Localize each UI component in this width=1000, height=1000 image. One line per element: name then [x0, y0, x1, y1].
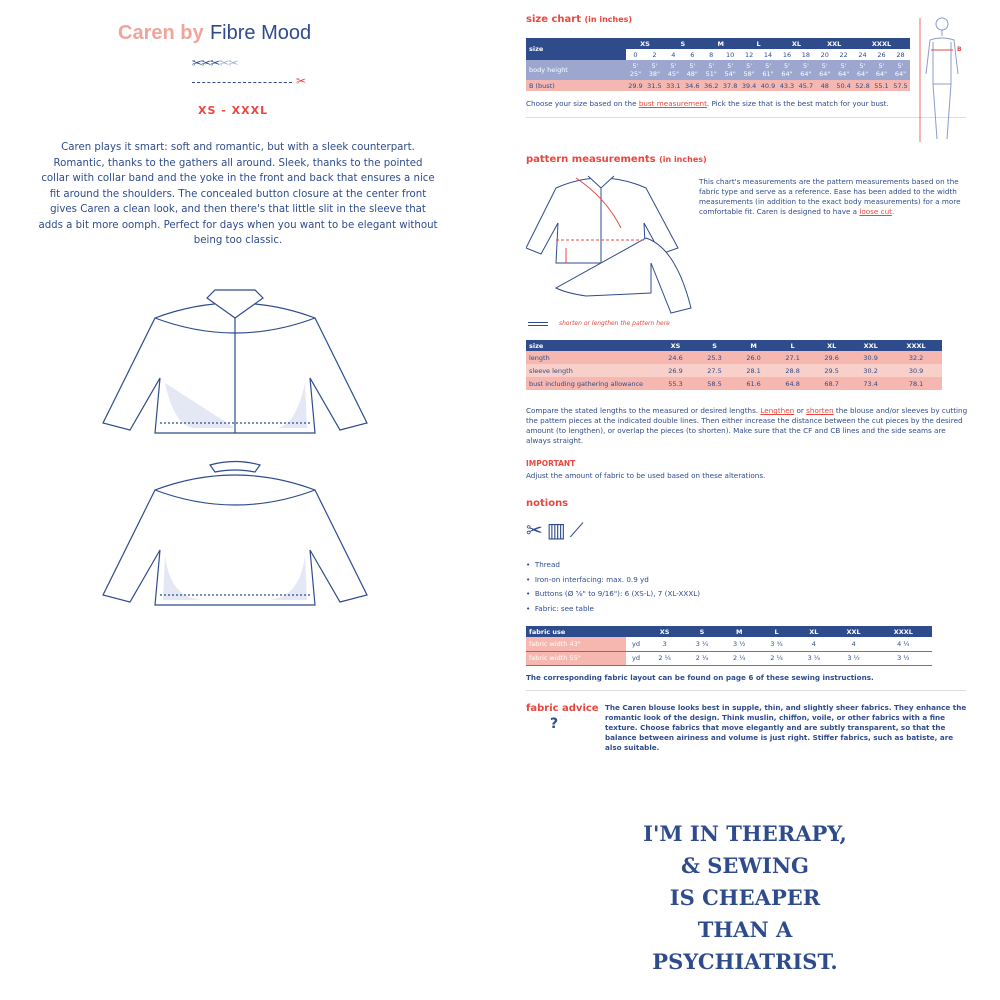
num-cell: 20	[820, 50, 829, 59]
bust-cell: 50.4	[836, 81, 851, 90]
size-chart-table	[526, 38, 910, 91]
length-cell: 27.1	[785, 353, 800, 362]
fabric-col-header: XXXL	[893, 627, 913, 636]
length-cell: 25.3	[707, 353, 722, 362]
height-cell: 5' 64"	[837, 62, 850, 78]
size-chart-title	[526, 14, 632, 25]
fabric-cell: 3 ½	[732, 639, 746, 648]
fabric-advice-text: The Caren blouse looks best in supple, thin, and slightly sheer fabrics. They enhance the romantic look of the design. Think muslin, chiffon, voile, or other fabrics with a fine texture. Choose fabrics that move elegantly and are subtly transparent, so that the balance between airiness and volume is just right. Stiffer fabrics, such as batiste, are also suitable.	[605, 703, 967, 752]
quote-line: IS CHEAPER	[669, 885, 821, 910]
fabric-use-header: fabric use	[529, 627, 566, 636]
group-m: M	[717, 39, 724, 48]
body-height-label: body height	[529, 66, 568, 74]
fabric-cell: 4	[851, 639, 856, 648]
notions-list	[526, 558, 700, 616]
divider	[526, 117, 966, 118]
brand-name: Fibre Mood	[209, 22, 312, 44]
compare-or: or	[796, 406, 804, 415]
fabric-table-note: The corresponding fabric layout can be found on page 6 of these sewing instructions.	[526, 673, 874, 682]
notion-buttons: Buttons (Ø ⅝" to 9/16"): 6 (XS-L), 7 (XL-XXXL)	[534, 589, 701, 598]
group-xl: XL	[791, 39, 802, 48]
bust-cell: 43.3	[779, 81, 795, 90]
height-cell: 5' 25"	[629, 62, 642, 78]
notions-icons	[526, 518, 588, 542]
fabric-43-label: fabric width 43"	[526, 637, 626, 651]
group-xs: XS	[640, 39, 650, 48]
notion-thread: Thread	[534, 560, 560, 569]
bust-g-cell: 58.5	[707, 379, 722, 388]
bust-label: B (bust)	[529, 81, 555, 90]
pattern-heading: pattern measurements	[526, 154, 656, 165]
bust-cell: 29.9	[628, 81, 643, 90]
unit-cell: yd	[632, 654, 640, 662]
scissors-tool-icon: ✂	[526, 518, 547, 542]
fabric-cell: 2 ¼	[732, 654, 746, 662]
compare-post: the blouse and/or sleeves by cutting the pattern pieces at the indicated double lines. Then either increase the distance between the cut pieces by the desired amount (to lengthen), or overlap the pieces (to shorten). Make sure that the CF and CB lines and the side seams are always straight.	[526, 406, 968, 445]
notions-title: notions	[526, 498, 569, 509]
height-cell: 5' 64"	[856, 62, 869, 78]
unit-cell: yd	[632, 639, 640, 648]
bust-cell: 31.5	[647, 81, 662, 90]
length-cell: 30.9	[863, 353, 878, 362]
fabric-col-header: L	[774, 627, 779, 636]
pattern-desc-post: .	[891, 207, 895, 216]
height-cell: 5' 58"	[743, 62, 755, 78]
bust-g-cell: 68.7	[824, 379, 839, 388]
height-cell: 5' 38"	[648, 62, 661, 78]
bust-g-cell: 78.1	[908, 379, 924, 388]
bust-cell: 55.1	[874, 81, 889, 90]
sleeve-cell: 30.9	[908, 366, 924, 375]
num-cell: 4	[671, 50, 676, 59]
intro-text: Caren plays it smart: soft and romantic, but with a sleek counterpart. Romantic, thanks to the gathers all around. Sleek, thanks to the pointed collar with collar band and the yoke in the front and back that ensures a nice fit around the shoulders. The concealed button closure at the center front gives Caren a clean look, and then there's that little slit in the sleeve that adds a bit more oomph. Perfect for days when you want to be elegant without being too classic.	[38, 142, 438, 246]
height-cell: 5' 64"	[894, 62, 907, 78]
quote-line: I'M IN THERAPY,	[643, 821, 847, 846]
bust-cell: 52.8	[855, 81, 870, 90]
height-cell: 5' 61"	[762, 62, 774, 78]
height-cell: 5' 64"	[781, 62, 793, 78]
notion-fabric: Fabric: see table	[534, 603, 594, 613]
group-l: L	[756, 39, 761, 48]
pattern-col-header: XL	[827, 341, 837, 350]
blouse-front-illustration	[95, 288, 375, 438]
brand-title	[118, 20, 358, 45]
fabric-col-header: M	[736, 627, 743, 636]
length-cell: 24.6	[668, 353, 683, 362]
num-cell: 8	[709, 50, 714, 59]
bust-g-cell: 61.6	[746, 379, 761, 388]
important-text: Adjust the amount of fabric to be used based on these alterations.	[526, 471, 766, 480]
compare-text	[526, 406, 970, 446]
height-cell: 5' 48"	[686, 62, 698, 78]
important-title: IMPORTANT	[526, 459, 576, 468]
fabric-col-header: XS	[659, 627, 670, 636]
num-cell: 0	[633, 50, 638, 59]
bust-gathering-label: bust including gathering allowance	[529, 379, 644, 388]
sleeve-cell: 30.2	[863, 366, 878, 375]
size-col-header: size	[529, 45, 544, 53]
bust-g-cell: 55.3	[668, 379, 683, 388]
num-cell: 28	[896, 50, 905, 59]
fabric-col-header: XL	[809, 627, 819, 636]
fabric-cell: 2 ¼	[658, 654, 671, 662]
pattern-table	[526, 340, 942, 390]
list-item: • Iron-on interfacing: max. 0.9 yd	[526, 574, 649, 584]
thread-spool-icon: ▥	[546, 518, 570, 542]
body-figure-illustration	[915, 14, 970, 144]
fabric-table	[526, 626, 932, 666]
height-cell: 5' 64"	[800, 62, 812, 78]
pattern-col-header: L	[790, 341, 795, 350]
therapy-quote	[620, 818, 870, 978]
pattern-col-header: XS	[670, 341, 681, 350]
length-cell: 32.2	[908, 353, 924, 362]
bust-cell: 34.6	[685, 81, 700, 90]
fabric-advice-title: fabric advice	[526, 703, 599, 714]
quote-line: PSYCHIATRIST.	[652, 949, 838, 974]
pattern-unit: (in inches)	[659, 155, 707, 164]
question-icon: ?	[550, 716, 559, 732]
notion-interfacing: Iron-on interfacing: max. 0.9 yd	[534, 574, 649, 584]
height-cell: 5' 45"	[667, 62, 679, 78]
pattern-size-header: size	[529, 341, 544, 350]
compare-pre: Compare the stated lengths to the measured or desired lengths.	[526, 406, 759, 415]
height-cell: 5' 54"	[724, 62, 736, 78]
sleeve-length-label: sleeve length	[529, 366, 573, 375]
length-cell: 26.0	[746, 353, 761, 362]
bust-measurement-link[interactable]: bust measurement	[638, 99, 707, 108]
list-item: • Thread	[526, 560, 560, 569]
bust-cell: 40.9	[760, 81, 776, 90]
bust-cell: 48	[820, 81, 829, 90]
fabric-cell: 3 ¼	[807, 654, 821, 662]
size-chart-note	[526, 99, 926, 109]
fabric-cell: 2 ¼	[695, 654, 709, 662]
fabric-col-header: S	[699, 627, 705, 636]
size-chart-unit: (in inches)	[584, 15, 633, 24]
num-cell: 22	[839, 50, 848, 59]
num-cell: 16	[782, 50, 792, 59]
list-item: • Buttons (Ø ⅝" to 9/16"): 6 (XS-L), 7 (XL-XXXL)	[526, 589, 701, 598]
height-cell: 5' 51"	[705, 62, 717, 78]
pattern-desc-pre: This chart's measurements are the pattern measurements based on the fabric type and serve as a reference. Ease has been added to the width measurements (in addition to the exact body measurements) for a more comfortable fit. Caren is designed to have a	[699, 177, 961, 216]
bust-g-cell: 73.4	[863, 379, 878, 388]
list-item: • Fabric: see table	[526, 603, 594, 613]
unit-header	[626, 626, 646, 637]
length-label: length	[529, 353, 550, 362]
fabric-cell: 3	[662, 639, 667, 648]
sleeve-cell: 27.5	[707, 366, 722, 375]
note-post: . Pick the size that is the best match for your bust.	[706, 99, 889, 108]
group-xxl: XXL	[827, 39, 842, 48]
pattern-col-header: XXL	[863, 341, 878, 350]
num-cell: 14	[763, 50, 773, 59]
bust-cell: 33.1	[666, 81, 681, 90]
fabric-cell: 4 ¼	[897, 639, 910, 648]
quote-line: THAN A	[697, 917, 793, 942]
bust-cell: 36.2	[703, 81, 719, 90]
fabric-cell: 3 ¾	[770, 639, 783, 648]
fabric-col-header: XXL	[846, 627, 861, 636]
divider	[526, 690, 966, 691]
scissors-icon: ✂	[296, 74, 307, 88]
fabric-55-label: fabric width 55"	[526, 651, 626, 665]
fabric-cell: 3 ¼	[695, 639, 709, 648]
pattern-col-header: M	[750, 341, 757, 350]
fabric-cell: 2 ¼	[770, 654, 783, 662]
lengthen-link[interactable]: Lengthen	[760, 406, 795, 415]
needle-icon: ⟋	[569, 518, 588, 542]
pattern-title	[526, 154, 707, 165]
pattern-col-header: XXXL	[906, 341, 926, 350]
blouse-back-illustration	[95, 460, 375, 610]
num-cell: 24	[858, 50, 867, 59]
sleeve-cell: 28.1	[746, 366, 761, 375]
height-cell: 5' 64"	[819, 62, 831, 78]
shorten-link[interactable]: shorten	[806, 406, 834, 415]
sleeve-cell: 26.9	[668, 366, 683, 375]
size-chart-heading: size chart	[526, 14, 581, 25]
fabric-cell: 3 ½	[847, 654, 860, 662]
shorten-note: shorten or lengthen the pattern here	[559, 320, 670, 327]
shorten-marker	[528, 322, 548, 326]
group-s: S	[680, 39, 686, 48]
height-cell: 5' 64"	[875, 62, 888, 78]
num-cell: 6	[690, 50, 695, 59]
fabric-cell: 3 ½	[897, 654, 910, 662]
sleeve-cell: 28.8	[785, 366, 800, 375]
size-range: XS - XXXL	[198, 104, 269, 117]
note-pre: Choose your size based on the	[526, 99, 637, 108]
pattern-sketch-illustration	[526, 168, 696, 318]
group-xxxl: XXXL	[871, 39, 892, 48]
bust-cell: 45.7	[798, 81, 814, 90]
bust-g-cell: 64.8	[785, 379, 800, 388]
sleeve-cell: 29.5	[824, 366, 839, 375]
pattern-col-header: S	[712, 341, 717, 350]
fabric-cell: 4	[811, 639, 816, 648]
pattern-description	[699, 177, 967, 217]
bust-marker-label: B	[957, 46, 962, 53]
scissors-ornament: ✂✂✂✂✂	[192, 56, 238, 70]
bust-cell: 37.8	[722, 81, 738, 90]
num-cell: 10	[726, 50, 735, 59]
bust-cell: 57.5	[893, 81, 908, 90]
num-cell: 12	[744, 50, 754, 59]
bust-cell: 39.4	[741, 81, 757, 90]
length-cell: 29.6	[824, 353, 839, 362]
dashed-divider	[192, 82, 292, 83]
loose-cut-link[interactable]: loose cut	[859, 207, 892, 216]
brand-prefix: Caren by	[118, 22, 204, 44]
quote-line: & SEWING	[681, 853, 809, 878]
num-cell: 2	[652, 50, 657, 59]
num-cell: 18	[801, 50, 811, 59]
num-cell: 26	[877, 50, 886, 59]
